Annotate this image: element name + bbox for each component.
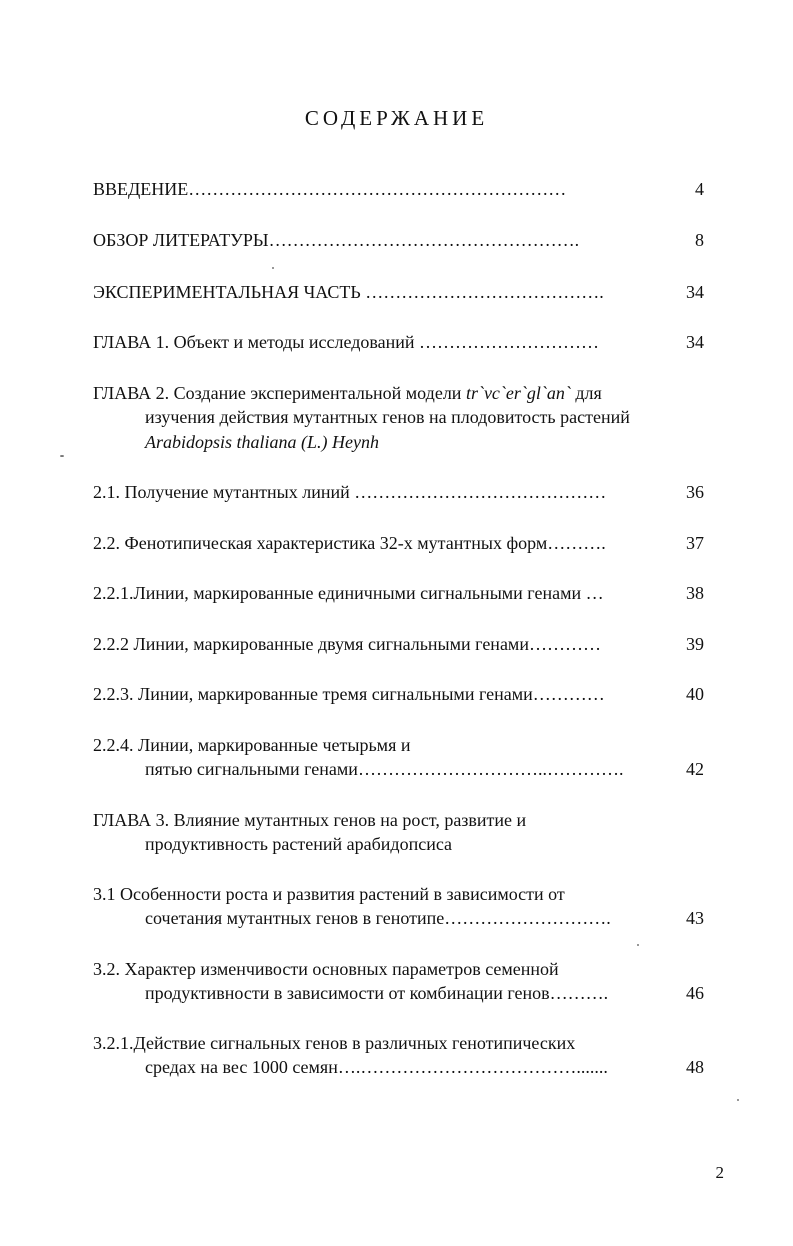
toc-entry-page: 4: [695, 179, 704, 199]
toc-entry-title-continuation: продуктивности в зависимости от комбинации генов……….: [145, 983, 609, 1003]
toc-entry-title-continuation: сочетания мутантных генов в генотипе……………………….: [145, 908, 611, 928]
toc-entry-title: 2.2.1.Линии, маркированные единичными сигнальными генами …: [93, 583, 604, 603]
toc-entry-page: 46: [686, 983, 704, 1003]
scan-speck: [737, 1099, 739, 1101]
toc-entry-title: 2.2. Фенотипическая характеристика 32-х мутантных форм……….: [93, 533, 606, 553]
page-number: 2: [715, 1163, 724, 1182]
model-formula: tr`vc`er`gl`an`: [465, 383, 571, 403]
toc-entry-title: 3.2.1.Действие сигнальных генов в различных генотипических: [93, 1033, 576, 1053]
toc-entry-page: 34: [686, 282, 704, 302]
toc-entry-title-continuation: средах на вес 1000 семян….……………………………….......: [145, 1057, 608, 1077]
toc-entry-page: 40: [686, 684, 704, 704]
toc-entry-title: 2.2.3. Линии, маркированные тремя сигнальными генами…………: [93, 684, 605, 704]
toc-entry-title-continuation: пятью сигнальными генами…………………………..………….: [145, 759, 624, 779]
toc-entry-title-continuation: изучения действия мутантных генов на плодовитость растений: [145, 407, 630, 427]
toc-entry-title: [93, 380, 602, 406]
toc-entry-page: 34: [686, 332, 704, 352]
chapter-title-text: для: [570, 383, 602, 403]
toc-entry-page: 42: [686, 759, 704, 779]
toc-entry-title: 2.2.2 Линии, маркированные двумя сигнальными генами…………: [93, 634, 601, 654]
toc-entry-title: ВВЕДЕНИЕ………………………………………………………: [93, 179, 567, 199]
page-title: СОДЕРЖАНИЕ: [304, 106, 489, 130]
toc-entry-title: ГЛАВА 1. Объект и методы исследований …………………………: [93, 332, 600, 352]
toc-entry-title: 2.1. Получение мутантных линий ……………………………………: [93, 482, 607, 502]
chapter-title-text: ГЛАВА 2. Создание экспериментальной модели: [93, 383, 466, 403]
toc-entry-title: 3.2. Характер изменчивости основных параметров семенной: [93, 959, 559, 979]
toc-entry-title: 2.2.4. Линии, маркированные четырьмя и: [93, 735, 411, 755]
toc-entry-page: 8: [695, 230, 704, 250]
scan-speck: [637, 944, 639, 946]
toc-entry-page: 37: [686, 533, 704, 553]
toc-entry-page: 48: [686, 1057, 704, 1077]
species-name: Arabidopsis thaliana (L.) Heynh: [145, 432, 379, 452]
toc-entry-title-continuation: продуктивность растений арабидопсиса: [145, 834, 453, 854]
scan-speck: [272, 267, 274, 269]
toc-entry-title: ОБЗОР ЛИТЕРАТУРЫ…………………………………………….: [93, 230, 580, 250]
toc-entry-page: 43: [686, 908, 704, 928]
toc-entry-page: 38: [686, 583, 704, 603]
scan-speck: [60, 455, 64, 457]
toc-entry-title: 3.1 Особенности роста и развития растений в зависимости от: [93, 884, 565, 904]
toc-entry-title: ЭКСПЕРИМЕНТАЛЬНАЯ ЧАСТЬ ………………………………….: [93, 282, 604, 302]
toc-entry-title: ГЛАВА 3. Влияние мутантных генов на рост, развитие и: [93, 810, 527, 830]
toc-entry-page: 39: [686, 634, 704, 654]
toc-entry-page: 36: [686, 482, 704, 502]
